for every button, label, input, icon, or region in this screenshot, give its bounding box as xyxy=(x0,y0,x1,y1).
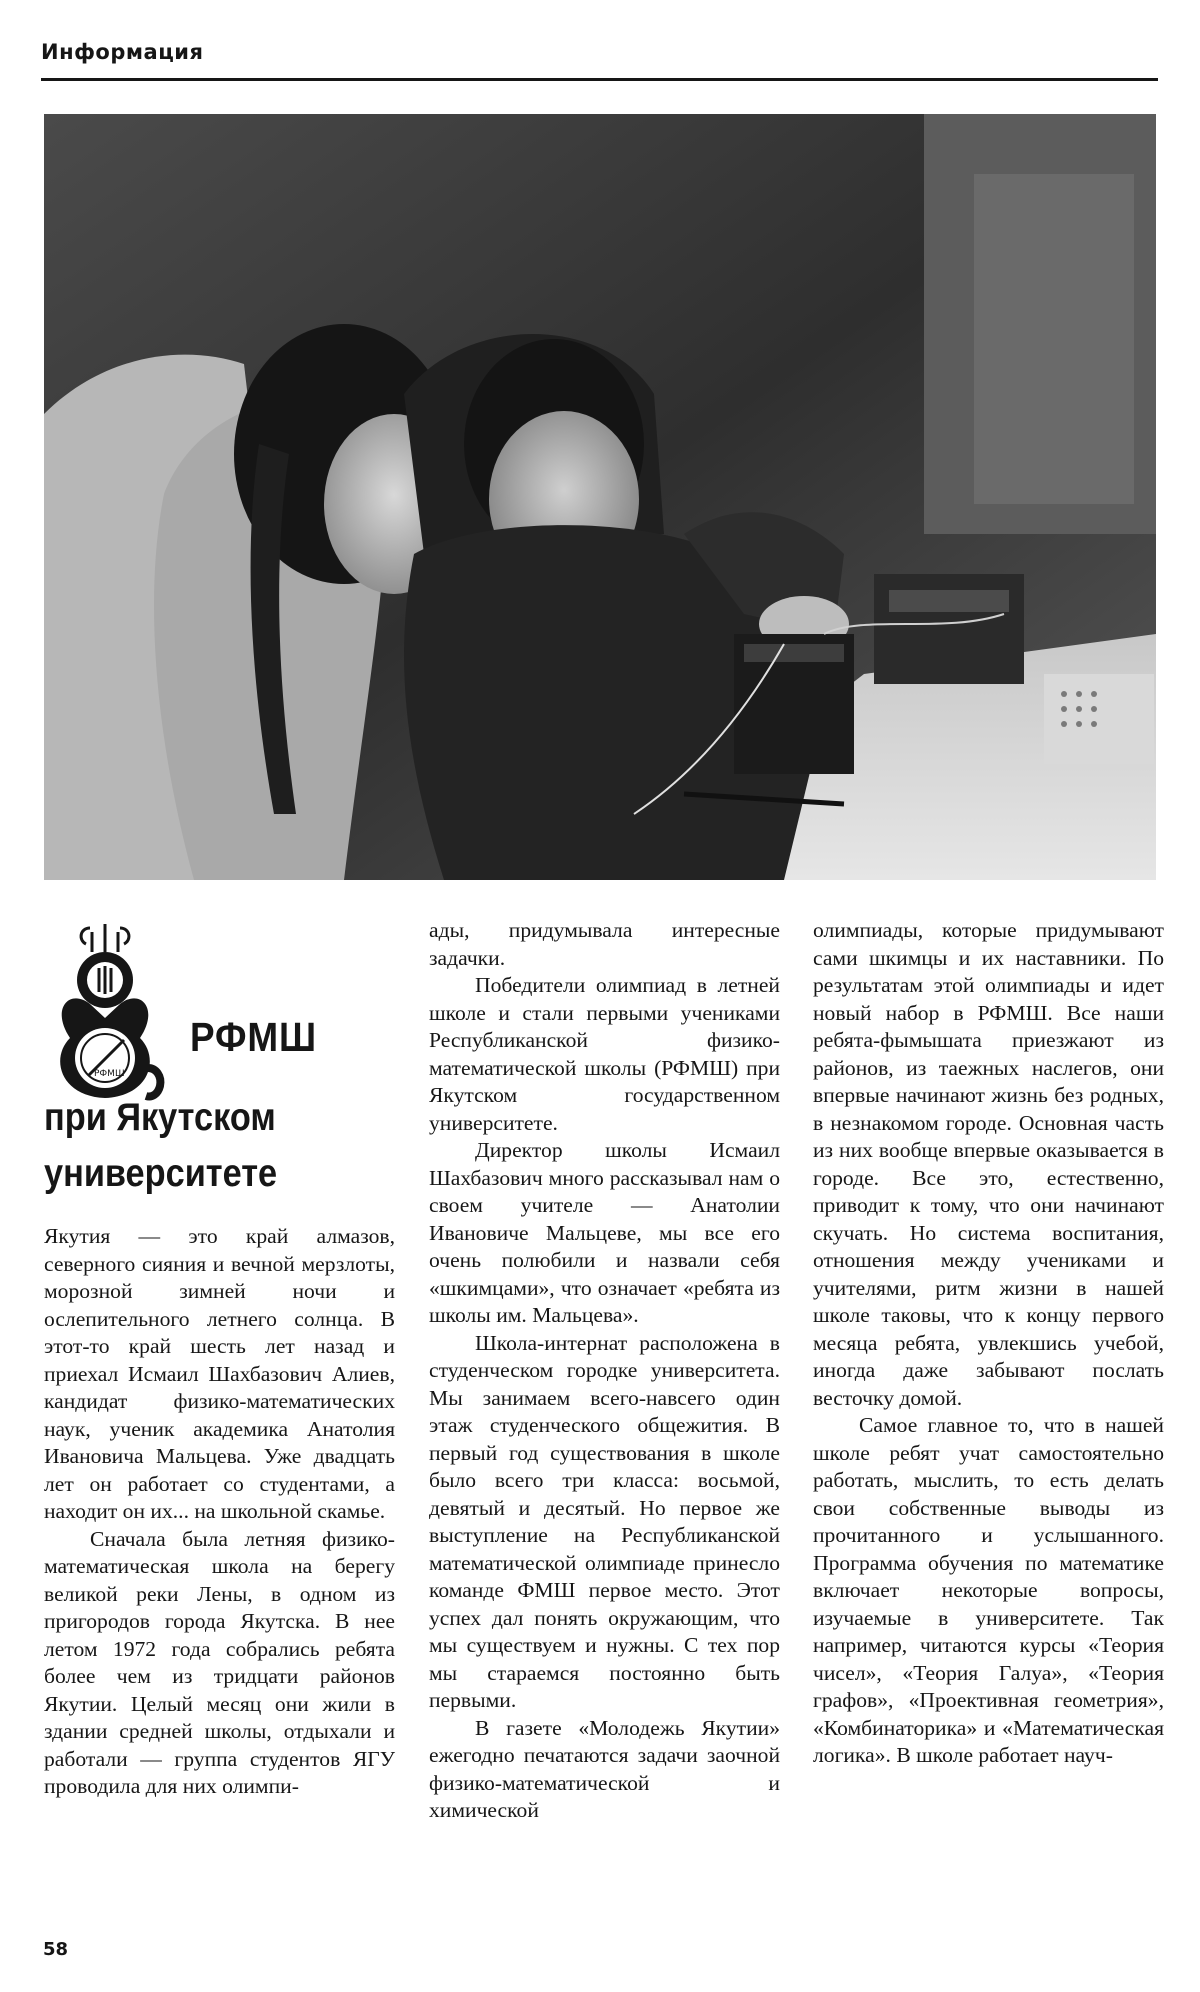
paragraph: ады, придумывала интересные задачки. xyxy=(429,918,780,970)
article-column-1 xyxy=(44,1223,395,1801)
article-column-2 xyxy=(429,917,780,1825)
header-rule xyxy=(41,78,1158,81)
svg-text:РФМШ: РФМШ xyxy=(94,1069,125,1079)
paragraph: В газете «Молодежь Якутии» ежегодно печатаются задачи заочной физико-математической и химической xyxy=(429,1715,780,1822)
paragraph: олимпиады, которые придумывают сами шкимцы и их наставники. По результатам этой олимпиады и идет новый набор в РФМШ. Все наши ребята-фымышата приезжают из районов, из таежных наслегов, они впервые начинают жизнь без родных, в незнакомом городе. Основная часть из них вообще впервые оказывается в городе. Все это, естественно, приводит к тому, что они начинают скучать. Но система воспитания, отношения между учениками и учителями, ритм жизни в нашей школе таковы, что к концу первого месяца ребята, увлекшись учебой, иногда даже забывают послать весточку домой. xyxy=(813,918,1164,1410)
paragraph: Директор школы Исмаил Шахбазович много рассказывал нам о своем учителе — Анатолии Ивановиче Мальцеве, мы все его очень полюбили и назвали себя «шкимцами», что означает «ребята из школы им. Мальцева». xyxy=(429,1138,780,1327)
article-column-3 xyxy=(813,917,1164,1770)
article-headline: при Якутском университете xyxy=(44,1096,278,1195)
paragraph: Сначала была летняя физико-математическая школа на берегу великой реки Лены, в одном из пригородов города Якутска. В нее летом 1972 года собрались ребята более чем из тридцати районов Якутии. Целый месяц они жили в здании средней школы, отдыхали и работали — группа студентов ЯГУ проводила для них олимпи- xyxy=(44,1526,395,1798)
paragraph: Победители олимпиад в летней школе и стали первыми учениками Республиканской физико-математической школы (РФМШ) при Якутском государственном университете. xyxy=(429,973,780,1135)
section-label: Информация xyxy=(41,40,204,64)
page-number: 58 xyxy=(43,1939,69,1960)
article-photo xyxy=(44,114,1156,880)
paragraph: Самое главное то, что в нашей школе ребят учат самостоятельно работать, мыслить, то есть делать свои собственные выводы из прочитанного и услышанного. Программа обучения по математике включает некоторые вопросы, изучаемые в университете. Так например, читаются курсы «Теория чисел», «Теория Галуа», «Теория графов», «Проективная геометрия», «Комбинаторика» и «Математическая логика». В школе работает науч- xyxy=(813,1413,1164,1767)
paragraph: Якутия — это край алмазов, северного сияния и вечной мерзлоты, морозной зимней ночи и ослепительного летнего солнца. В этот-то край шесть лет назад и приехал Исмаил Шахбазович Алиев, кандидат физико-математических наук, ученик академика Анатолия Ивановича Мальцева. Уже двадцать лет он работает со студентами, а находит он их... на школьной скамье. xyxy=(44,1224,395,1523)
school-emblem-icon xyxy=(30,918,180,1108)
paragraph: Школа-интернат расположена в студенческом городке университета. Мы занимаем всего-навсего один этаж студенческого общежития. В первый год существования в школе было всего три класса: восьмой, девятый и десятый. Но первое же выступление на Республиканской математической олимпиаде принесло команде ФМШ первое место. Этот успех дал понять окружающим, что мы существуем и нужны. С тех пор мы стараемся постоянно быть первыми. xyxy=(429,1330,780,1712)
logo-abbreviation: РФМШ xyxy=(190,1014,318,1060)
